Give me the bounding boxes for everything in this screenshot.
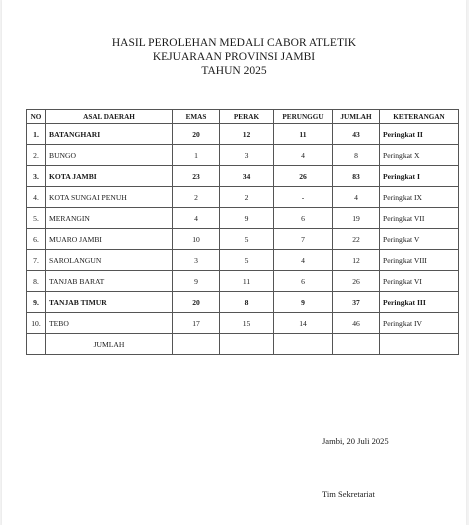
cell-emas: 4: [173, 208, 220, 229]
header-perunggu: PERUNGGU: [274, 110, 333, 124]
cell-keterangan: Peringkat VI: [380, 271, 459, 292]
cell-jumlah: 37: [333, 292, 380, 313]
table-row: [27, 124, 459, 145]
cell-no: 9.: [27, 292, 46, 313]
table-row: [27, 313, 459, 334]
table-header-row: [27, 110, 459, 124]
header-keterangan: KETERANGAN: [380, 110, 459, 124]
cell-emas: 20: [173, 124, 220, 145]
cell-jumlah: 4: [333, 187, 380, 208]
cell-keterangan: Peringkat IV: [380, 313, 459, 334]
total-label: JUMLAH: [46, 334, 173, 355]
cell-perunggu: 11: [274, 124, 333, 145]
total-emas-cell: [173, 334, 220, 355]
title-line-3: TAHUN 2025: [201, 65, 267, 77]
cell-perunggu: 14: [274, 313, 333, 334]
total-no-cell: [27, 334, 46, 355]
cell-asal-daerah: MUARO JAMBI: [46, 229, 173, 250]
cell-perak: 5: [220, 250, 274, 271]
cell-no: 8.: [27, 271, 46, 292]
cell-keterangan: Peringkat I: [380, 166, 459, 187]
cell-jumlah: 43: [333, 124, 380, 145]
table-row: [27, 271, 459, 292]
cell-perak: 15: [220, 313, 274, 334]
cell-emas: 9: [173, 271, 220, 292]
cell-asal-daerah: TANJAB TIMUR: [46, 292, 173, 313]
cell-perunggu: 6: [274, 271, 333, 292]
cell-perunggu: 4: [274, 145, 333, 166]
cell-asal-daerah: SAROLANGUN: [46, 250, 173, 271]
cell-perak: 8: [220, 292, 274, 313]
cell-jumlah: 12: [333, 250, 380, 271]
cell-keterangan: Peringkat II: [380, 124, 459, 145]
cell-asal-daerah: TANJAB BARAT: [46, 271, 173, 292]
cell-no: 1.: [27, 124, 46, 145]
cell-keterangan: Peringkat V: [380, 229, 459, 250]
cell-asal-daerah: KOTA JAMBI: [46, 166, 173, 187]
header-emas: EMAS: [173, 110, 220, 124]
table-row: [27, 187, 459, 208]
cell-no: 4.: [27, 187, 46, 208]
cell-perak: 5: [220, 229, 274, 250]
cell-asal-daerah: MERANGIN: [46, 208, 173, 229]
header-perak: PERAK: [220, 110, 274, 124]
title-line-2: KEJUARAAN PROVINSI JAMBI: [152, 51, 316, 63]
cell-no: 5.: [27, 208, 46, 229]
cell-jumlah: 46: [333, 313, 380, 334]
cell-keterangan: Peringkat X: [380, 145, 459, 166]
total-perunggu-cell: [274, 334, 333, 355]
cell-asal-daerah: KOTA SUNGAI PENUH: [46, 187, 173, 208]
cell-emas: 23: [173, 166, 220, 187]
cell-keterangan: Peringkat VII: [380, 208, 459, 229]
cell-emas: 20: [173, 292, 220, 313]
table-row: [27, 166, 459, 187]
cell-perak: 34: [220, 166, 274, 187]
cell-no: 6.: [27, 229, 46, 250]
cell-emas: 10: [173, 229, 220, 250]
cell-perak: 3: [220, 145, 274, 166]
document-title: [2, 36, 466, 78]
cell-keterangan: Peringkat IX: [380, 187, 459, 208]
table-row: [27, 145, 459, 166]
medal-table: [26, 109, 459, 355]
header-jumlah: JUMLAH: [333, 110, 380, 124]
cell-jumlah: 8: [333, 145, 380, 166]
cell-jumlah: 19: [333, 208, 380, 229]
header-no: NO: [27, 110, 46, 124]
signatory-name: Tim Sekretariat: [322, 489, 375, 499]
cell-perunggu: -: [274, 187, 333, 208]
cell-no: 10.: [27, 313, 46, 334]
total-jumlah-cell: [333, 334, 380, 355]
cell-jumlah: 22: [333, 229, 380, 250]
cell-keterangan: Peringkat III: [380, 292, 459, 313]
cell-no: 7.: [27, 250, 46, 271]
cell-perak: 12: [220, 124, 274, 145]
table-row: [27, 208, 459, 229]
cell-emas: 1: [173, 145, 220, 166]
document-page: [2, 0, 466, 525]
table-row: [27, 229, 459, 250]
total-row: [27, 334, 459, 355]
table-row: [27, 292, 459, 313]
cell-perak: 11: [220, 271, 274, 292]
cell-jumlah: 26: [333, 271, 380, 292]
cell-emas: 2: [173, 187, 220, 208]
cell-no: 3.: [27, 166, 46, 187]
cell-no: 2.: [27, 145, 46, 166]
cell-asal-daerah: TEBO: [46, 313, 173, 334]
header-asal-daerah: ASAL DAERAH: [46, 110, 173, 124]
total-perak-cell: [220, 334, 274, 355]
cell-perunggu: 26: [274, 166, 333, 187]
signature-date: Jambi, 20 Juli 2025: [322, 436, 389, 446]
cell-asal-daerah: BATANGHARI: [46, 124, 173, 145]
cell-emas: 3: [173, 250, 220, 271]
cell-jumlah: 83: [333, 166, 380, 187]
title-line-1: HASIL PEROLEHAN MEDALI CABOR ATLETIK: [111, 37, 357, 49]
table-row: [27, 250, 459, 271]
cell-perak: 9: [220, 208, 274, 229]
cell-perunggu: 9: [274, 292, 333, 313]
cell-perunggu: 6: [274, 208, 333, 229]
cell-perunggu: 7: [274, 229, 333, 250]
cell-perak: 2: [220, 187, 274, 208]
cell-perunggu: 4: [274, 250, 333, 271]
cell-keterangan: Peringkat VIII: [380, 250, 459, 271]
cell-emas: 17: [173, 313, 220, 334]
total-keterangan-cell: [380, 334, 459, 355]
cell-asal-daerah: BUNGO: [46, 145, 173, 166]
